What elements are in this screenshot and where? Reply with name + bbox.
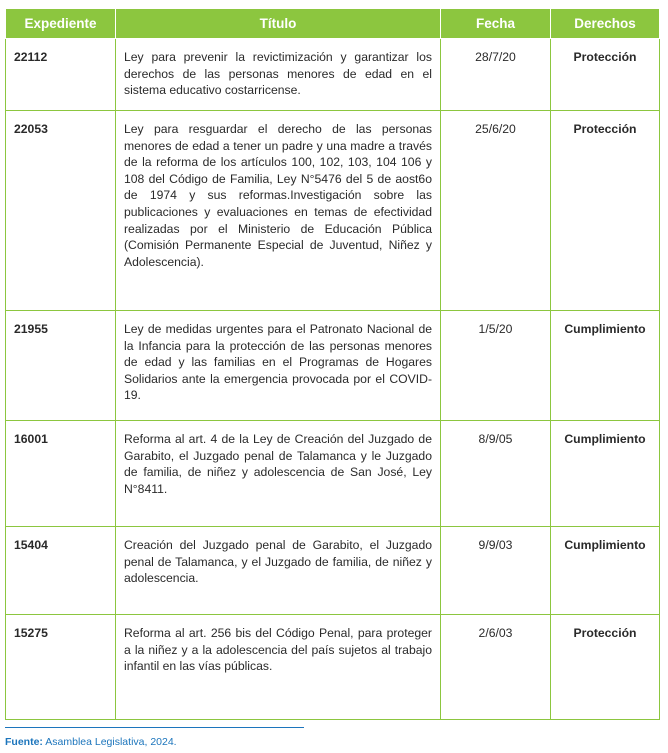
titulo-cell: Reforma al art. 4 de la Ley de Creación del Juzgado de Garabito, el Juzgado penal de Talamanca y le Juzgado de familia, de niñez y adolescencia de San José, Ley N°8411. [116,421,441,527]
table-row [6,615,660,720]
header-fecha: Fecha [441,9,551,39]
table-row [6,111,660,311]
table-row [6,39,660,111]
source-label: Fuente: [5,736,43,748]
expediente-cell: 22112 [6,39,116,111]
header-titulo: Título [116,9,441,39]
header-expediente: Expediente [6,9,116,39]
titulo-cell: Reforma al art. 256 bis del Código Penal, para proteger a la niñez y a la adolescencia del país sujetos al trabajo infantil en las vías públicas. [116,615,441,720]
expediente-cell: 22053 [6,111,116,311]
fecha-cell: 28/7/20 [441,39,551,111]
expediente-cell: 15275 [6,615,116,720]
source-divider [5,727,304,728]
expediente-cell: 15404 [6,527,116,615]
table-row [6,421,660,527]
table-header-row [6,9,660,39]
fecha-cell: 1/5/20 [441,311,551,421]
table-row [6,527,660,615]
fecha-cell: 9/9/03 [441,527,551,615]
fecha-cell: 25/6/20 [441,111,551,311]
titulo-cell: Creación del Juzgado penal de Garabito, el Juzgado penal de Talamanca, y el Juzgado de familia, de niñez y adolescencia. [116,527,441,615]
table-row [6,311,660,421]
fecha-cell: 2/6/03 [441,615,551,720]
derechos-cell: Cumplimiento [551,527,660,615]
titulo-cell: Ley para resguardar el derecho de las personas menores de edad a tener un padre y una madre a través de la reforma de los artículos 100, 102, 103, 104 106 y 108 del Código de Familia, Ley N°5476 del 5 de aost6o de 1974 y sus reformas.Investigación sobre las publicaciones y evaluaciones en temas de efectividad realizadas por el Ministerio de Educación Pública (Comisión Permanente Especial de Juventud, Niñez y Adolescencia). [116,111,441,311]
derechos-cell: Cumplimiento [551,421,660,527]
titulo-cell: Ley para prevenir la revictimización y garantizar los derechos de las personas menores de edad en el sistema educativo costarricense. [116,39,441,111]
legislation-table [5,8,660,720]
expediente-cell: 21955 [6,311,116,421]
expediente-cell: 16001 [6,421,116,527]
derechos-cell: Cumplimiento [551,311,660,421]
derechos-cell: Protección [551,39,660,111]
derechos-cell: Protección [551,615,660,720]
source-text: Asamblea Legislativa, 2024. [45,736,177,748]
source-note [5,736,177,748]
header-derechos: Derechos [551,9,660,39]
fecha-cell: 8/9/05 [441,421,551,527]
derechos-cell: Protección [551,111,660,311]
titulo-cell: Ley de medidas urgentes para el Patronato Nacional de la Infancia para la protección de las personas menores de edad y las familias en el Programas de Hogares Solidarios ante la emergencia provocada por el COVID-19. [116,311,441,421]
